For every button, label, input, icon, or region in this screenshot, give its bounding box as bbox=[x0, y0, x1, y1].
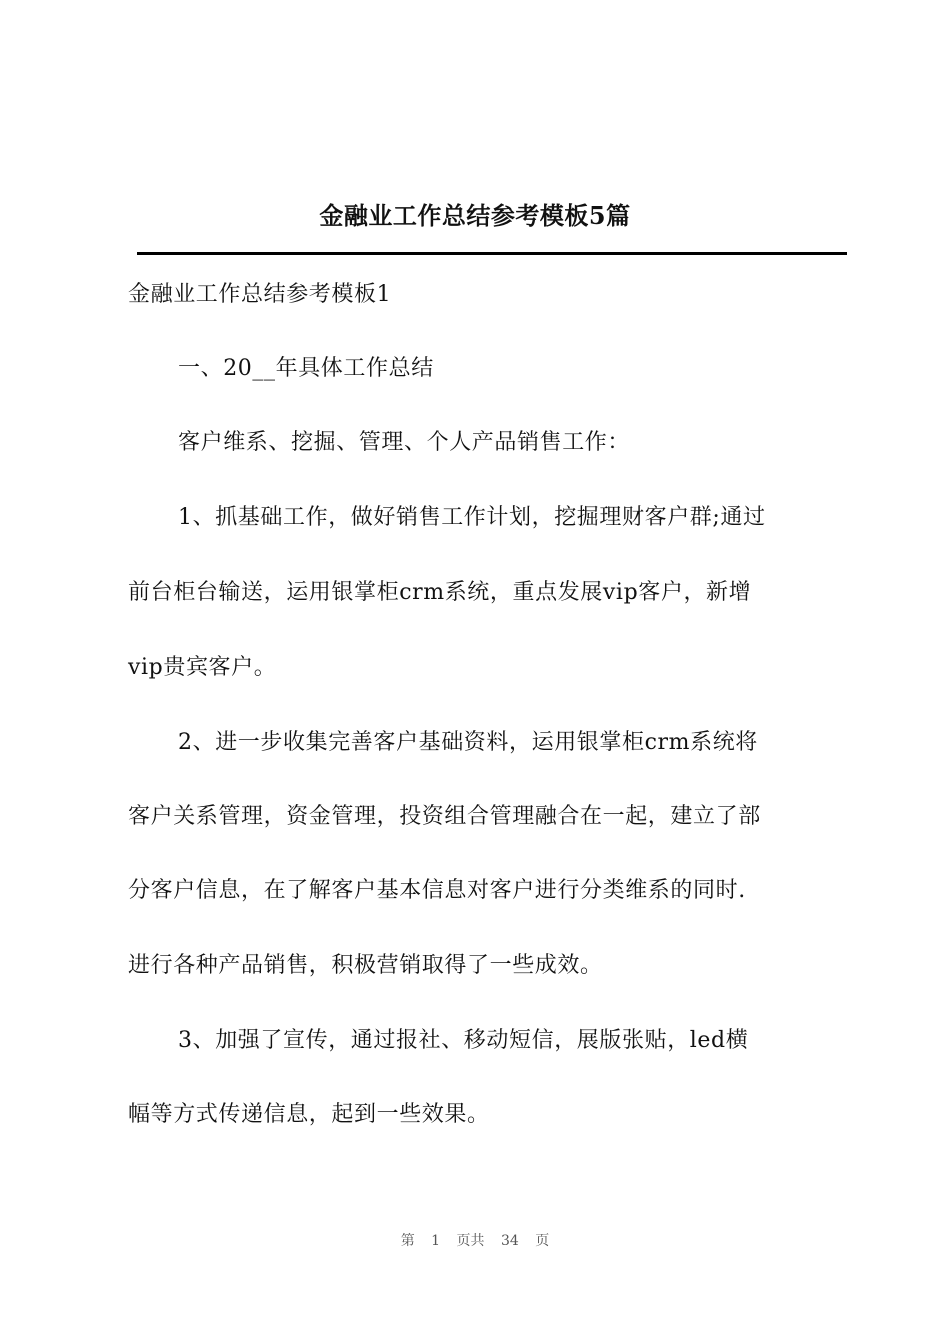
page-footer bbox=[0, 1230, 950, 1250]
title-divider bbox=[137, 252, 847, 255]
paragraph-line: 客户维系、挖掘、管理、个人产品销售工作： bbox=[178, 430, 631, 455]
paragraph-line: 前台柜台输送，运用银掌柜crm系统，重点发展vip客户，新增 bbox=[128, 580, 752, 605]
paragraph-line: 2、进一步收集完善客户基础资料，运用银掌柜crm系统将 bbox=[178, 730, 758, 755]
paragraph-line: vip贵宾客户。 bbox=[128, 655, 277, 680]
paragraph-line: 客户关系管理，资金管理，投资组合管理融合在一起，建立了部 bbox=[128, 804, 761, 829]
paragraph-line: 3、加强了宣传，通过报社、移动短信，展版张贴，led横 bbox=[178, 1028, 749, 1053]
paragraph-line: 幅等方式传递信息，起到一些效果。 bbox=[128, 1102, 490, 1127]
document-title: 金融业工作总结参考模板5篇 bbox=[319, 201, 631, 230]
footer-total-pages: 34 bbox=[501, 1233, 519, 1249]
paragraph-line: 分客户信息，在了解客户基本信息对客户进行分类维系的同时. bbox=[128, 878, 746, 903]
paragraph-line: 1、抓基础工作，做好销售工作计划，挖掘理财客户群;通过 bbox=[178, 505, 766, 530]
paragraph-line: 进行各种产品销售，积极营销取得了一些成效。 bbox=[128, 953, 603, 978]
paragraph-line: 一、20__年具体工作总结 bbox=[178, 356, 434, 381]
footer-middle: 页共 bbox=[456, 1233, 485, 1249]
footer-page-number: 1 bbox=[431, 1233, 441, 1249]
section-heading: 金融业工作总结参考模板1 bbox=[128, 282, 392, 307]
footer-prefix: 第 bbox=[400, 1233, 415, 1249]
footer-suffix: 页 bbox=[535, 1233, 550, 1249]
